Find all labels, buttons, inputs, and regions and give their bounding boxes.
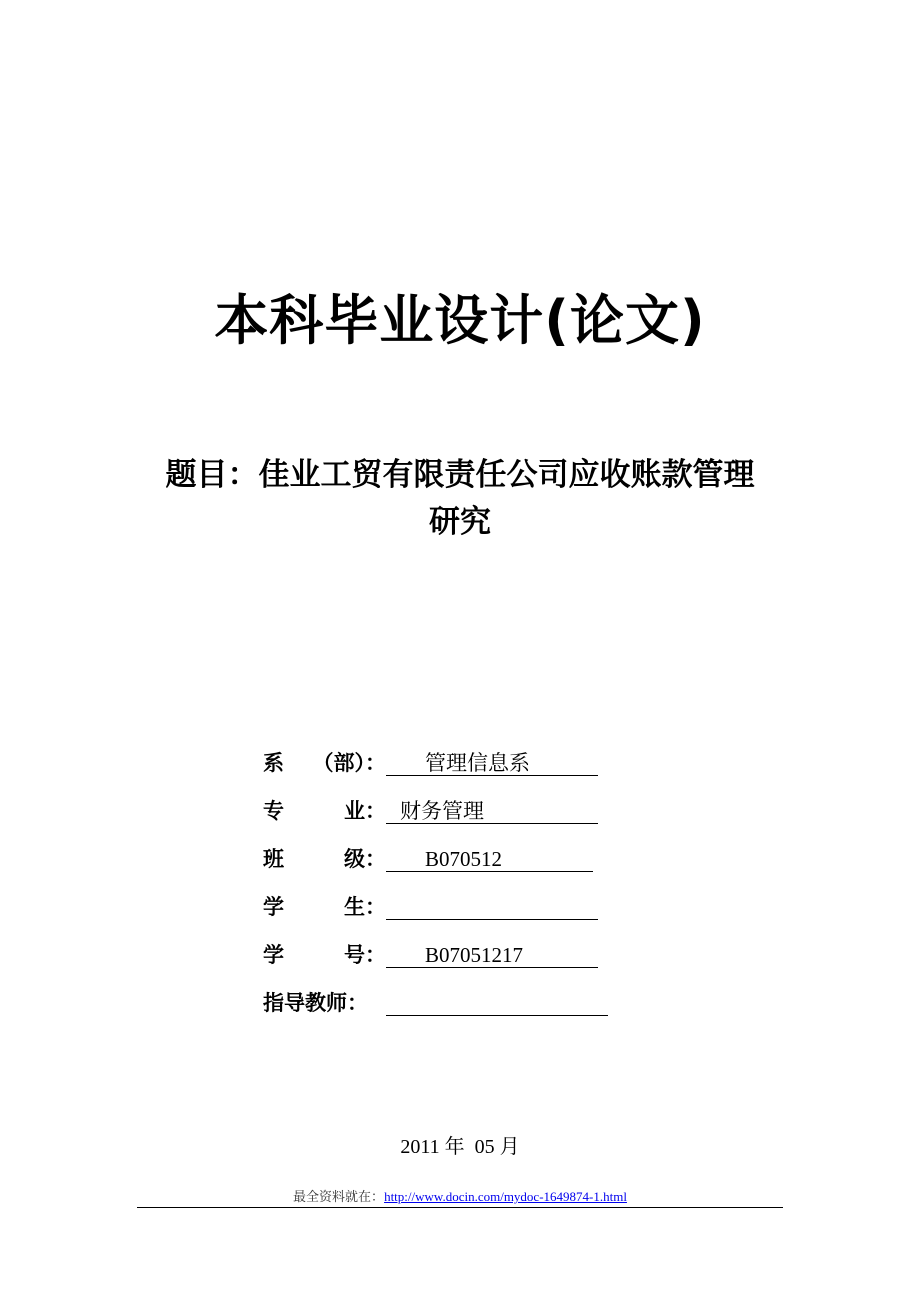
field-label	[263, 990, 386, 1016]
field-major	[263, 787, 643, 835]
field-advisor	[263, 979, 643, 1027]
field-label	[263, 894, 386, 920]
date: 2011 年 05 月	[400, 1136, 520, 1158]
field-student	[263, 883, 643, 931]
major-value: 财务管理	[386, 798, 598, 824]
advisor-value	[386, 990, 608, 1016]
subject-line-2: 研究	[429, 504, 491, 540]
field-class	[263, 835, 643, 883]
subject-line-1: 题目：佳业工贸有限责任公司应收账款管理	[165, 457, 755, 493]
field-label-part: 班	[263, 847, 284, 871]
footer-prefix: 最全资料就在：	[293, 1189, 385, 1204]
student-id-value: B07051217	[386, 942, 598, 968]
footer-divider	[137, 1207, 783, 1208]
field-label-part: 学	[263, 943, 284, 967]
footer	[0, 1189, 920, 1205]
field-label-part: 指导教师：	[263, 991, 368, 1015]
field-label-part: 专	[263, 799, 284, 823]
department-value: 管理信息系	[386, 750, 598, 776]
thesis-title: 本科毕业设计(论文)	[214, 289, 706, 352]
field-label-part: 学	[263, 895, 284, 919]
field-label	[263, 798, 386, 824]
class-value: B070512	[386, 846, 593, 872]
student-value	[386, 894, 598, 920]
field-label-part: 生：	[344, 895, 386, 919]
field-label-part: 系	[263, 751, 284, 775]
footer-link[interactable]: http://www.docin.com/mydoc-1649874-1.html	[384, 1189, 627, 1204]
field-label-part: 号：	[344, 943, 386, 967]
field-label-part: 业：	[344, 799, 386, 823]
field-label	[263, 846, 386, 872]
field-department	[263, 739, 643, 787]
field-label-part: 级：	[344, 847, 386, 871]
field-label-part: （部）：	[312, 751, 386, 775]
info-fields	[263, 739, 643, 1027]
field-student-id	[263, 931, 643, 979]
field-label	[263, 942, 386, 968]
field-label	[263, 750, 386, 776]
